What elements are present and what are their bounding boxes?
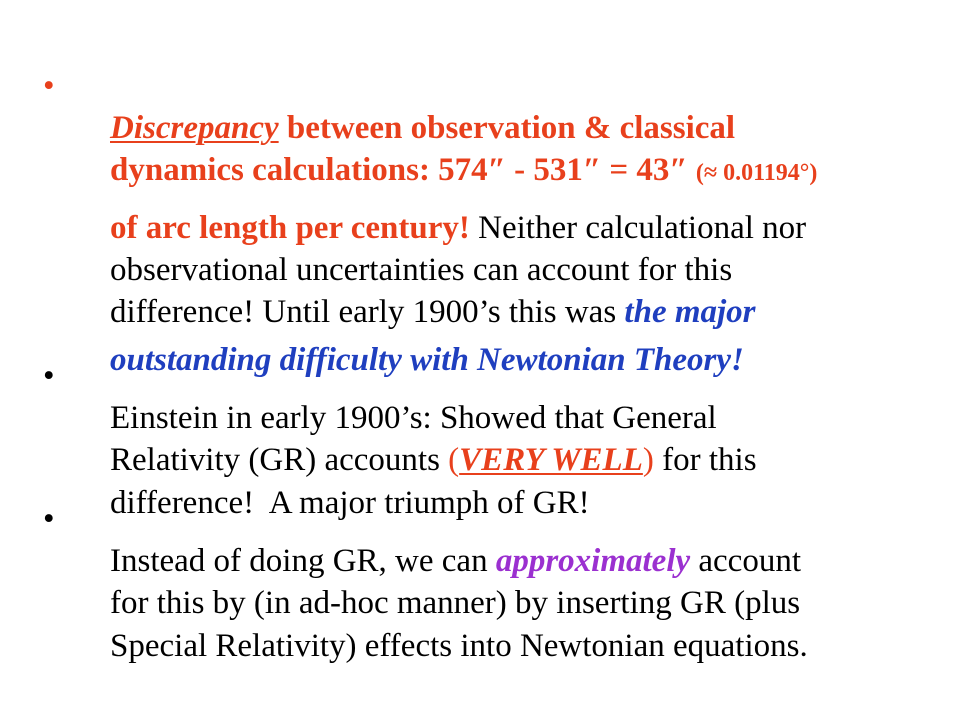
bullet-1-line-5 xyxy=(77,249,756,330)
bullet-1-line-3 xyxy=(77,165,807,246)
bullet-1-line-2 xyxy=(77,107,818,188)
bullet-marker-3: • xyxy=(43,501,55,537)
bullet-3-line-2 xyxy=(77,540,801,621)
text-run: Relativity (GR) accounts xyxy=(110,442,449,478)
text-run: for this by (in ad-hoc manner) by inserting GR (plus xyxy=(110,585,801,621)
bullet-1-line-1 xyxy=(77,65,736,146)
bullet-2-line-3 xyxy=(77,440,590,521)
text-run: difference! A major triumph of GR! xyxy=(110,485,590,521)
very-well-emphasis: VERY WELL xyxy=(459,442,643,478)
text-run: difference! Until early 1900’s this was xyxy=(110,294,625,330)
text-run: between observation & classical xyxy=(278,110,736,146)
approximately-emphasis: approximately xyxy=(495,543,691,579)
text-run: Einstein in early 1900’s: Showed that General xyxy=(110,400,717,436)
degree-conversion: (≈ 0.01194°) xyxy=(695,160,818,186)
close-paren: ) xyxy=(642,442,654,478)
bullet-2-line-1 xyxy=(77,355,717,436)
text-run: account xyxy=(690,543,801,579)
text-run: dynamics calculations: 574″ - 531″ = 43″ xyxy=(110,152,696,188)
text-run: observational uncertainties can account for this xyxy=(110,252,733,288)
bullet-1-line-4 xyxy=(77,207,733,288)
bullet-3-line-3 xyxy=(77,583,808,664)
emphasis-run: the major xyxy=(624,294,756,330)
text-run: for this xyxy=(653,442,757,478)
text-run: of arc length per century! xyxy=(110,210,470,246)
emphasis-run: outstanding difficulty with Newtonian Theory! xyxy=(110,342,744,378)
bullet-marker-2: • xyxy=(43,358,55,394)
bullet-2-line-2 xyxy=(77,397,757,478)
open-paren: ( xyxy=(448,442,460,478)
discrepancy-term: Discrepancy xyxy=(110,110,279,146)
text-run: Instead of doing GR, we can xyxy=(110,543,496,579)
bullet-3-line-1 xyxy=(77,498,801,579)
bullet-1-line-6 xyxy=(77,297,744,378)
text-run: Neither calculational nor xyxy=(469,210,807,246)
text-run: Special Relativity) effects into Newtonian equations. xyxy=(110,628,808,664)
bullet-marker-1: • xyxy=(43,68,55,104)
